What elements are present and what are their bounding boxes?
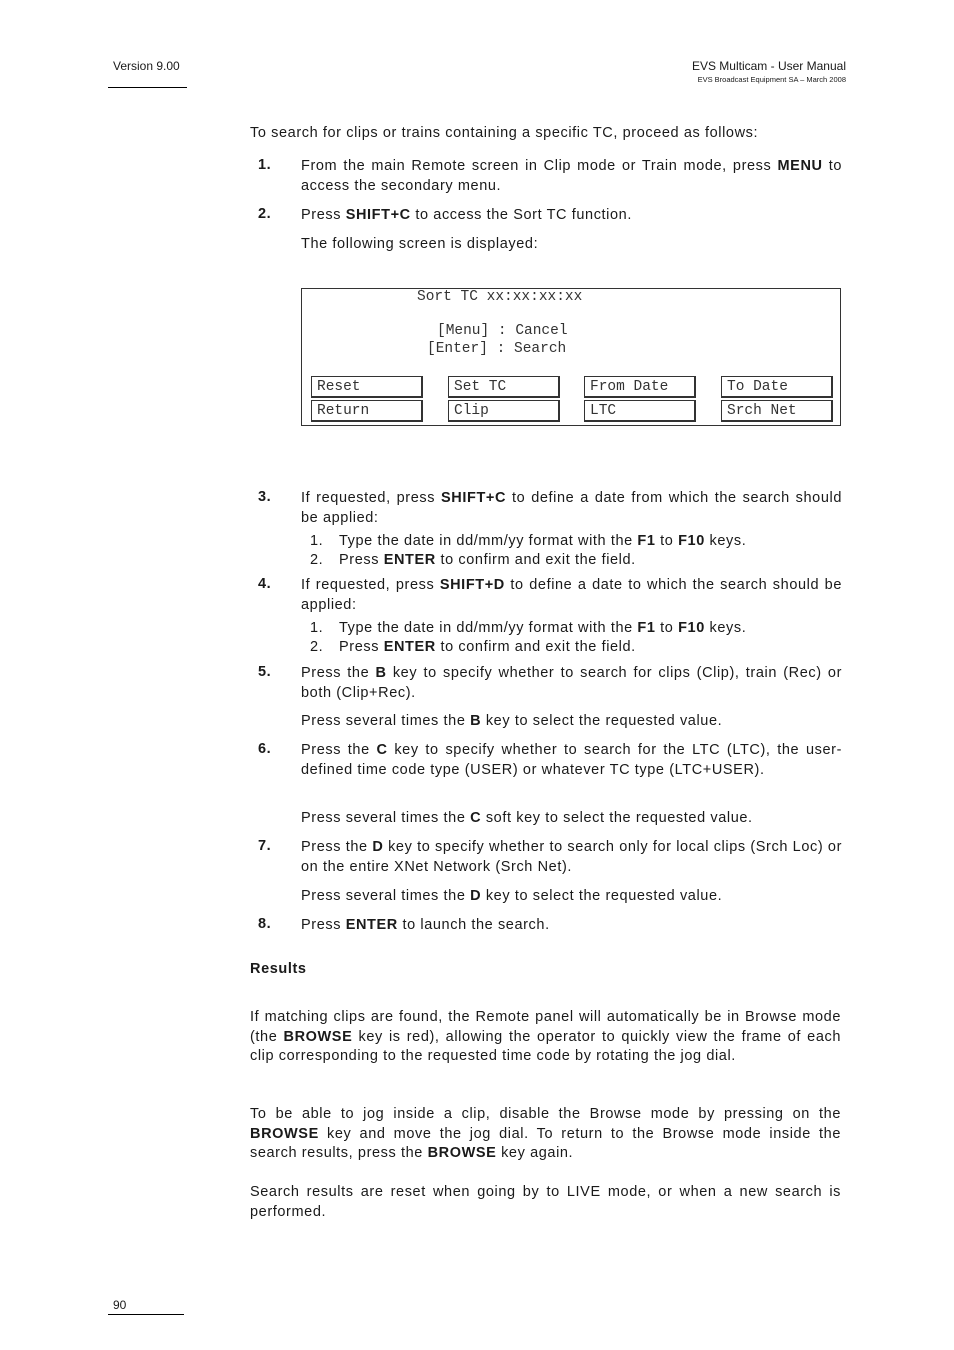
header-right (692, 59, 846, 84)
screen-menu-line: [Menu] : Cancel (437, 323, 568, 339)
sub-step: 1. Type the date in dd/mm/yy format with the F1 to F10 keys. (310, 533, 747, 549)
step-number: 5. (258, 664, 272, 680)
screen-enter-line: [Enter] : Search (427, 341, 567, 357)
step-number: 1. (258, 157, 272, 173)
sub-step: 2. Press ENTER to confirm and exit the field. (310, 639, 636, 655)
softkey-from-date: From Date (584, 376, 696, 398)
softkey-to-date: To Date (721, 376, 833, 398)
results-paragraph: If matching clips are found, the Remote panel will automatically be in Browse mode (the BROWSE key is red), allowing the operator to quickly view the frame of each clip corresponding to the requested time code by rotating the jog dial. (250, 1009, 841, 1064)
step-number: 7. (258, 838, 272, 854)
remote-screen-figure (301, 288, 841, 426)
results-paragraph: Search results are reset when going by to LIVE mode, or when a new search is performed. (250, 1184, 841, 1220)
softkey-ltc: LTC (584, 400, 696, 422)
step-number: 6. (258, 741, 272, 757)
manual-subtitle: EVS Broadcast Equipment SA – March 2008 (697, 75, 846, 84)
softkey-clip: Clip (448, 400, 560, 422)
sub-step: 2. Press ENTER to confirm and exit the field. (310, 552, 636, 568)
screen-title: Sort TC xx:xx:xx:xx (417, 289, 583, 305)
step-text: Press the C key to specify whether to search for the LTC (LTC), the user-defined time code type (USER) or whatever TC type (LTC+USER). (301, 742, 842, 778)
step-text: Press ENTER to launch the search. (301, 917, 550, 933)
step-text: Press the B key to specify whether to search for clips (Clip), train (Rec) or both (Clip+Rec). (301, 665, 842, 701)
step-note: Press several times the B key to select the requested value. (301, 713, 723, 729)
softkey-return: Return (311, 400, 423, 422)
step-note: The following screen is displayed: (301, 236, 539, 252)
page-number: 90 (113, 1298, 127, 1312)
softkey-srch-net: Srch Net (721, 400, 833, 422)
results-heading: Results (250, 961, 307, 977)
step-note: Press several times the D key to select the requested value. (301, 888, 723, 904)
step-text: If requested, press SHIFT+D to define a date to which the search should be applied: (301, 577, 842, 613)
step-text: From the main Remote screen in Clip mode or Train mode, press MENU to access the secondary menu. (301, 158, 843, 194)
step-text: Press the D key to specify whether to search only for local clips (Srch Loc) or on the entire XNet Network (Srch Net). (301, 839, 843, 875)
step-number: 2. (258, 206, 272, 222)
step-note: Press several times the C soft key to select the requested value. (301, 810, 753, 826)
sub-step: 1. Type the date in dd/mm/yy format with the F1 to F10 keys. (310, 620, 747, 636)
step-number: 8. (258, 916, 272, 932)
step-number: 3. (258, 489, 272, 505)
intro-text: To search for clips or trains containing a specific TC, proceed as follows: (250, 125, 759, 141)
results-paragraph: To be able to jog inside a clip, disable the Browse mode by pressing on the BROWSE key and move the jog dial. To return to the Browse mode inside the search results, press the BROWSE key again. (250, 1106, 841, 1161)
header-rule-left (108, 87, 187, 88)
step-number: 4. (258, 576, 272, 592)
softkey-reset: Reset (311, 376, 423, 398)
step-text: If requested, press SHIFT+C to define a date from which the search should be applied: (301, 490, 842, 526)
footer-rule (108, 1314, 184, 1315)
manual-title: EVS Multicam - User Manual (691, 59, 846, 73)
version-label: Version 9.00 (113, 59, 180, 73)
step-text: Press SHIFT+C to access the Sort TC function. (301, 207, 632, 223)
softkey-set-tc: Set TC (448, 376, 560, 398)
